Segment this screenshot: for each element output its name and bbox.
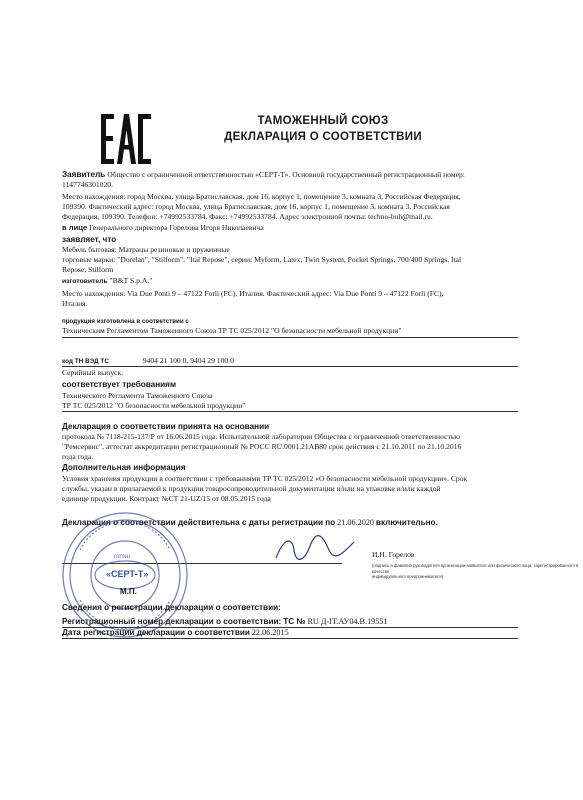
divider xyxy=(62,638,518,639)
applicant-ogrn: 1147746301020. xyxy=(62,180,113,189)
manufacturer-line xyxy=(62,276,152,287)
complies-label: соответствует требованиям xyxy=(62,380,177,389)
tnved-value: 9404 21 100 0, 9404 29 100 0 xyxy=(142,356,234,365)
divider xyxy=(62,366,518,367)
signature-graphic xyxy=(270,528,360,568)
basis-label: Декларация о соответствии принята на основании xyxy=(62,422,270,431)
document-title xyxy=(178,113,468,145)
declares-line-3: Repose, Stilform xyxy=(62,265,114,274)
title-line-1: ТАМОЖЕННЫЙ СОЮЗ xyxy=(257,115,389,127)
basis-line-1: протокола № 7118-215-137/Р от 16.06.2015 года. Испытательной лаборатории Общества с ограниченной ответственностью xyxy=(62,432,460,441)
applicant-line xyxy=(62,170,465,180)
registration-number: RU Д-IT.АУ04.В.19551 xyxy=(307,617,388,626)
registration-number-label: Регистрационный номер декларации о соответствии: xyxy=(62,617,282,626)
stamp-center-text: «СЕРТ-Т» xyxy=(106,569,149,579)
applicant-address-3: Федерация, 109390. Телефон: +74992533784. Факс: +74992533784. Адрес электронной почты: techno-buh@mail.ru. xyxy=(62,212,433,221)
manufacturer-label: изготовитель xyxy=(62,278,108,285)
registration-number-line xyxy=(62,617,388,627)
signature-note-2: индивидуального предпринимателя) xyxy=(372,574,444,579)
produced-text: Техническим Регламентом Таможенного Союза ТР ТС 025/2012 "О безопасности мебельной продукции" xyxy=(62,326,402,335)
manufacturer-name: "B&T S.p.A." xyxy=(109,276,153,285)
declares-label: заявляет, что xyxy=(62,235,117,244)
registration-date: 22.06.2015 xyxy=(251,628,289,637)
declares-line-2: торговые марки: "Dorelan", "Stilform", "Ital Repose", серии: Myform, Latex, Twin System, Pocket Springs, 700/400 Springs, Ital xyxy=(62,255,462,264)
signature-note xyxy=(372,563,583,580)
eac-logo xyxy=(100,112,152,166)
signature-note-1: (подпись и фамилия руководителя организации-заявителя или физического лица, зарегистрированного в качестве xyxy=(372,563,579,574)
additional-line-2: службы, указан в прилагаемой к продукции товаросопроводительной документации и/или на упаковке и/или каждой xyxy=(62,484,441,493)
applicant-label: Заявитель xyxy=(62,170,106,179)
produced-label: продукция изготовлена в соответствии с xyxy=(62,318,189,325)
validity-suffix: включительно. xyxy=(375,518,438,527)
basis-line-3: года года. xyxy=(62,452,94,461)
person-label: в лице xyxy=(62,223,88,232)
person-name: Генерального директора Горелова Игоря Николаевича xyxy=(89,223,264,232)
manufacturer-address-2: Италия. xyxy=(62,299,88,308)
basis-line-2: "Ремсервис", аттестат аккредитации регистрационный № РОСС RU.0001.21АВ80 срок действия с 21.10.2011 по 21.10.2016 xyxy=(62,442,462,451)
registration-date-label: Дата регистрации декларации о соответствии xyxy=(62,628,250,637)
complies-line-1: Технического Регламента Таможенного Союза xyxy=(62,391,213,400)
applicant-address-2: 109390. Фактический адрес: город Москва, улица Братиславская, дом 16, корпус 1, помещение 3, комната 3, Российская xyxy=(62,202,450,211)
serial-text: Серийный выпуск. xyxy=(62,368,124,377)
divider xyxy=(62,337,518,338)
signer-name: И.Н. Горелов xyxy=(372,550,415,559)
divider xyxy=(62,411,518,412)
validity-date: 21.06.2020 xyxy=(337,518,374,527)
additional-label: Дополнительная информация xyxy=(62,463,186,472)
manufacturer-address-1: Место нахождения: Via Due Ponti 9 – 47122 Forlì (FC), Италия. Фактический адрес: Via Due Ponti 9 – 47122 Forlì (FC), xyxy=(62,289,444,298)
declares-line-1: Мебель бытовая: Матрацы резиновые и пружинные xyxy=(62,245,230,254)
stamp-sub-text: (ОГРН) xyxy=(114,555,131,560)
registration-number-prefix: ТС № xyxy=(283,617,306,626)
applicant-person xyxy=(62,223,264,233)
applicant-text: Общество с ограниченной ответственностью «СЕРТ-Т». Основной государственный регистрационный номер: xyxy=(107,170,465,179)
title-line-2: ДЕКЛАРАЦИЯ О СООТВЕТСТВИИ xyxy=(224,131,422,143)
complies-line-2: ТР ТС 025/2012 "О безопасности мебельной продукции" xyxy=(62,401,246,410)
mp-label: М.П. xyxy=(120,587,137,596)
validity-text: Декларация о соответствии действительна с даты регистрации по xyxy=(62,518,336,527)
additional-line-1: Условия хранения продукции в соответствии с требованиями ТР ТС 025/2012 «О безопасности мебельной продукции». Срок xyxy=(62,474,468,483)
tnved-label: код ТН ВЭД ТС xyxy=(62,358,109,365)
applicant-address-1: Место нахождения: город Москва, улица Братиславская, дом 16, корпус 1, помещение 3, комната 3, Российская Федерация, xyxy=(62,192,461,201)
additional-line-3: единице продукции. Контракт №СТ 21-UZ/15 от 08.05.2015 года xyxy=(62,494,271,503)
registration-header: Сведения о регистрации декларации о соответствии: xyxy=(62,603,281,612)
registration-date-line xyxy=(62,628,289,638)
